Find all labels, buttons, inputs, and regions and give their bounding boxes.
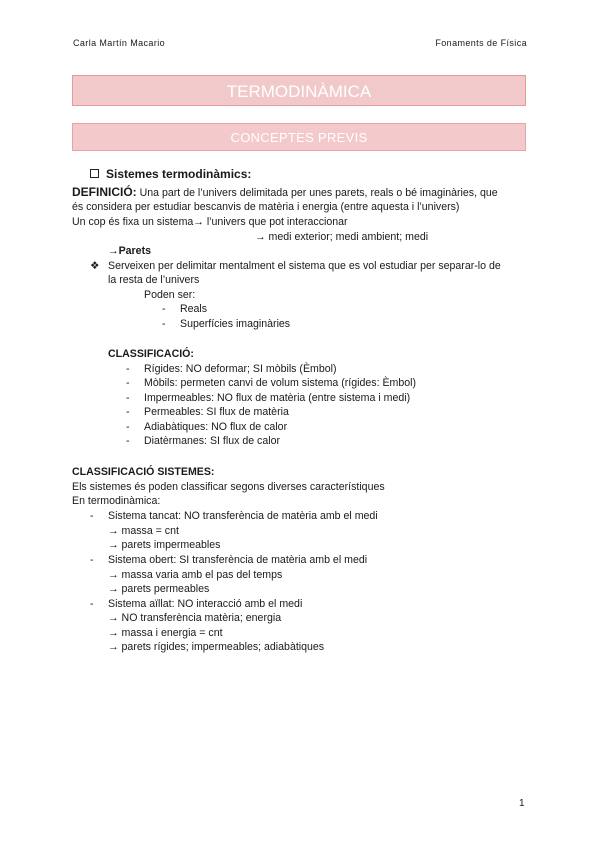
isolated-system-sub: → massa i energia = cnt (108, 627, 223, 639)
parets-label: →Parets (108, 245, 151, 257)
dash-bullet: - (126, 435, 130, 447)
dash-bullet: - (90, 510, 94, 522)
header-subject: Fonaments de Física (435, 38, 527, 48)
classification-item: Permeables: SI flux de matèria (144, 406, 289, 418)
dash-bullet: - (126, 406, 130, 418)
open-system: Sistema obert: SI transferència de matèria amb el medi (108, 554, 368, 566)
classification-label: CLASSIFICACIÓ: (108, 348, 194, 360)
classification-item: Rígides: NO deformar; SI mòbils (Èmbol) (144, 363, 337, 375)
isolated-system: Sistema aïllat: NO interacció amb el medi (108, 598, 303, 610)
kind-item: Reals (180, 303, 208, 315)
section-heading (90, 167, 251, 181)
isolated-system-sub: → parets rígides; impermeables; adiabàtiques (108, 641, 325, 653)
classification-item: Adiabàtiques: NO flux de calor (144, 421, 288, 433)
dash-bullet: - (126, 392, 130, 404)
dash-bullet: - (126, 377, 130, 389)
definition-line-2: és considera per estudiar bescanvis de matèria i energia (entre aquesta i l’univers) (72, 201, 460, 213)
dash-bullet: - (162, 303, 166, 315)
definition-label: DEFINICIÓ: (72, 185, 137, 199)
classification-item: Mòbils: permeten canvi de volum sistema (rígides: Èmbol) (144, 377, 417, 389)
systems-intro-2: En termodinàmica: (72, 495, 161, 507)
parets-desc-1: Serveixen per delimitar mentalment el sistema que es vol estudiar per separar-lo de (108, 260, 501, 272)
definition-text-1: Una part de l’univers delimitada per unes parets, reals o bé imaginàries, que (136, 187, 498, 199)
dash-bullet: - (90, 554, 94, 566)
closed-system-sub: → parets impermeables (108, 539, 221, 551)
environment-line: → medi exterior; medi ambient; medi (255, 231, 429, 243)
classification-item: Impermeables: NO flux de matèria (entre sistema i medi) (144, 392, 411, 404)
dash-bullet: - (162, 318, 166, 330)
closed-system: Sistema tancat: NO transferència de matèria amb el medi (108, 510, 378, 522)
dash-bullet: - (90, 598, 94, 610)
page-number: 1 (519, 798, 525, 809)
open-system-sub: → parets permeables (108, 583, 210, 595)
system-line: Un cop és fixa un sistema→ l’univers que pot interaccionar (72, 216, 348, 228)
can-be-label: Poden ser: (144, 289, 196, 301)
parets-desc-2: la resta de l’univers (108, 274, 200, 286)
systems-intro-1: Els sistemes és poden classificar segons diverses característiques (72, 481, 385, 493)
section-heading-text: Sistemes termodinàmics: (106, 167, 252, 181)
definition-line-1 (72, 185, 498, 200)
classification-item: Diatèrmanes: SI flux de calor (144, 435, 281, 447)
dash-bullet: - (126, 363, 130, 375)
open-system-sub: → massa varia amb el pas del temps (108, 569, 283, 581)
title-band: TERMODINÀMICA (72, 75, 526, 106)
header-author: Carla Martín Macario (73, 38, 166, 48)
closed-system-sub: → massa = cnt (108, 525, 179, 537)
systems-heading: CLASSIFICACIÓ SISTEMES: (72, 466, 215, 478)
subtitle-band: CONCEPTES PREVIS (72, 123, 526, 151)
dash-bullet: - (126, 421, 130, 433)
isolated-system-sub: → NO transferència matèria; energia (108, 612, 282, 624)
kind-item: Superfícies imaginàries (180, 318, 291, 330)
checkbox-square-icon (90, 169, 99, 178)
diamond-bullet-icon: ❖ (90, 260, 100, 272)
